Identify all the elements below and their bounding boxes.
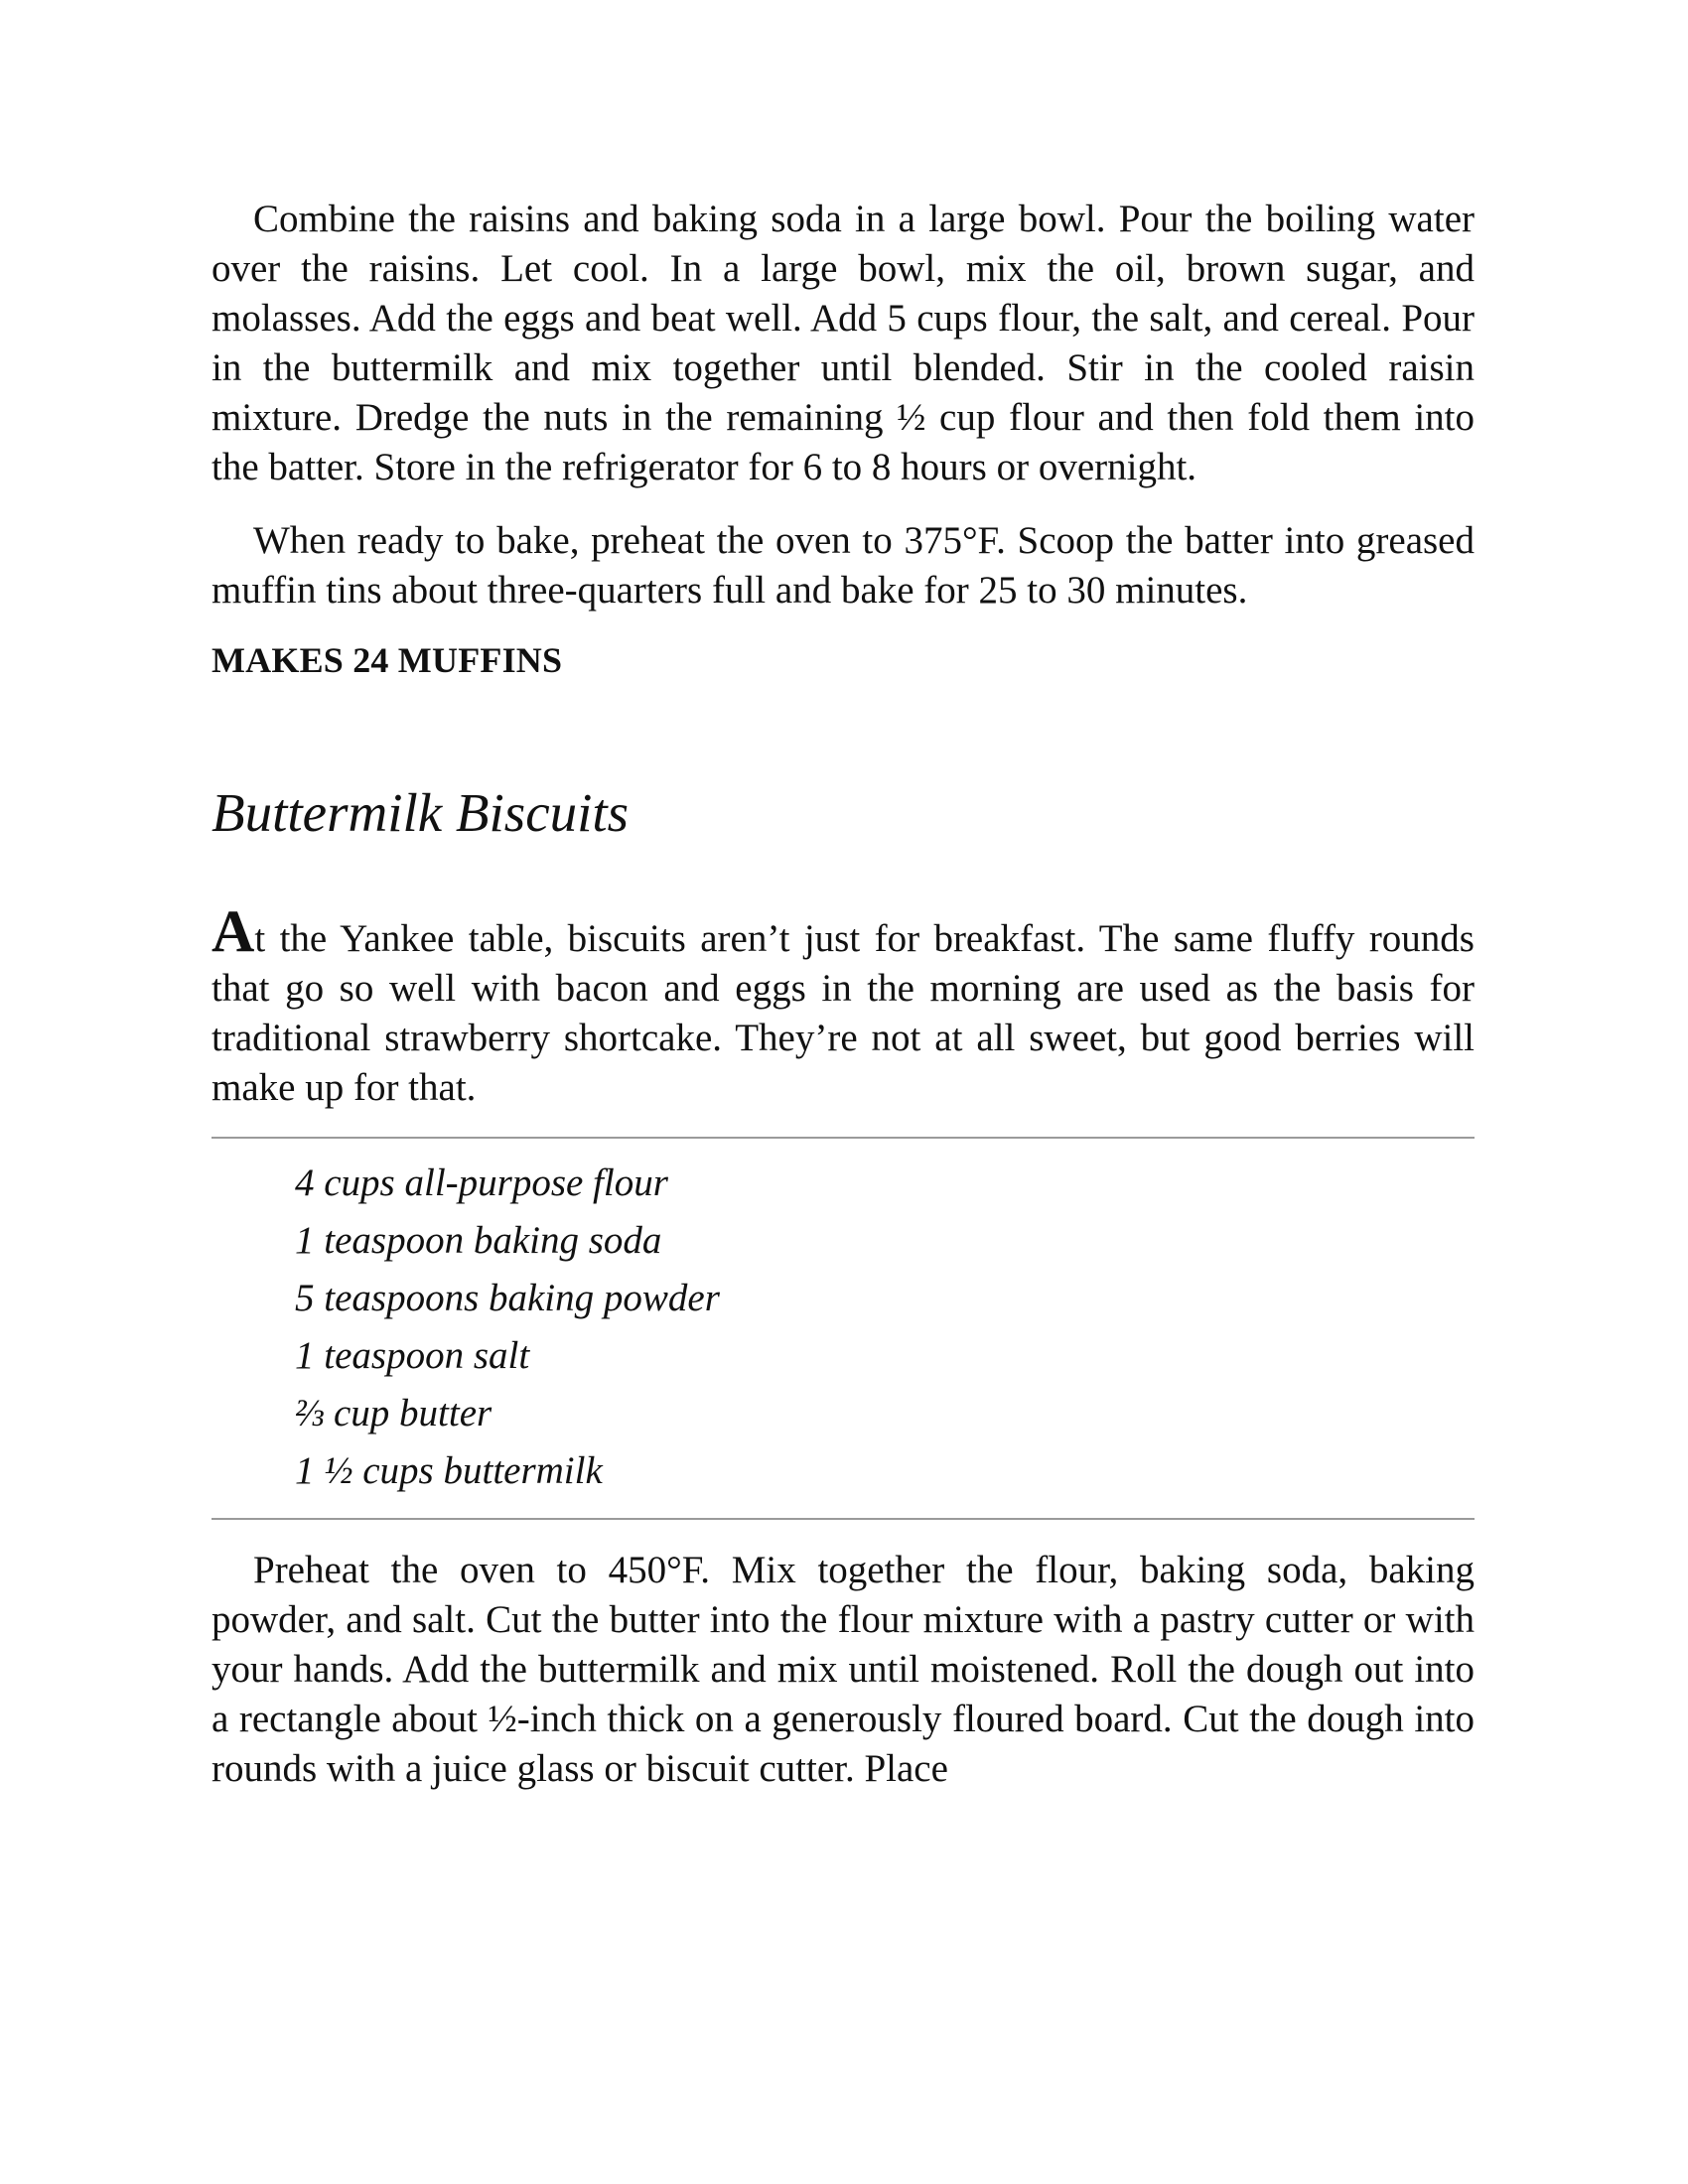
paragraph-spacer [211,492,1475,516]
page-content [211,195,1475,1794]
ingredient-item: 1 ½ cups buttermilk [295,1449,603,1492]
ingredient-item: 5 teaspoons baking powder [295,1277,720,1319]
recipe-intro-text: t the Yankee table, biscuits aren’t just for breakfast. The same fluffy rounds that go so well with bacon and eggs in the morning are used as the basis for traditional strawberry shortcake. They’re not at all sweet, but good berries will make up for that. [211,917,1475,1109]
ingredients-list [211,1139,1475,1518]
muffin-baking-paragraph: When ready to bake, preheat the oven to 375°F. Scoop the batter into greased muffin tins about three-quarters full and bake for 25 to 30 minutes. [211,519,1475,612]
muffin-yield: MAKES 24 MUFFINS [211,640,563,680]
ingredients-bottom-rule [211,1518,1475,1520]
muffin-method-paragraph: Combine the raisins and baking soda in a large bowl. Pour the boiling water over the raisins. Let cool. In a large bowl, mix the oil, brown sugar, and molasses. Add the eggs and beat well. Add 5 cups flour, the salt, and cereal. Pour in the buttermilk and mix together until blended. Stir in the cooled raisin mixture. Dredge the nuts in the remaining ½ cup flour and then fold them into the batter. Store in the refrigerator for 6 to 8 hours or overnight. [211,198,1475,488]
recipe-title: Buttermilk Biscuits [211,782,630,843]
ingredient-item: 4 cups all-purpose flour [295,1161,668,1204]
recipe-intro [211,898,1475,1113]
drop-cap-initial: A [211,898,255,964]
ingredient-item: 1 teaspoon salt [295,1334,530,1377]
biscuit-method-paragraph: Preheat the oven to 450°F. Mix together the flour, baking soda, baking powder, and salt. Cut the butter into the flour mixture with a pastry cutter or with your hands. Add the buttermilk and mix until moistened. Roll the dough out into a rectangle about ½-inch thick on a generously floured board. Cut the dough into rounds with a juice glass or biscuit cutter. Place [211,1549,1475,1790]
ingredient-item: 1 teaspoon baking soda [295,1219,662,1262]
ingredient-item: ⅔ cup butter [295,1392,492,1434]
